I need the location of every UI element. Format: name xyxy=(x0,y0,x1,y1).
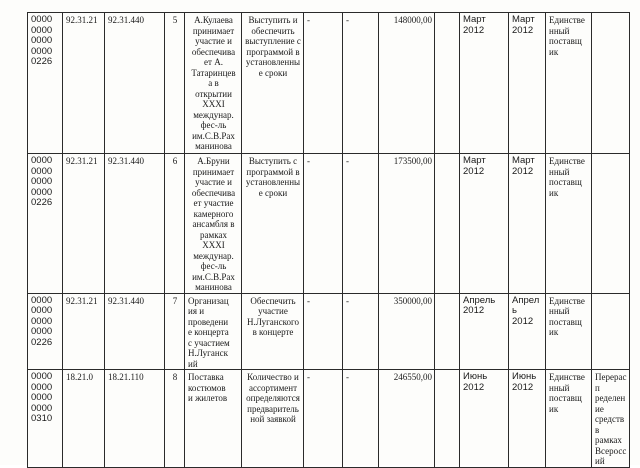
price-cell: 350000,00 xyxy=(379,293,435,370)
procurement-method-cell: Единстве нный поставщ ик xyxy=(546,293,592,370)
end-date-cell: Апрел ь 2012 xyxy=(509,293,546,370)
lot-number-cell: 7 xyxy=(165,293,185,370)
kbk-code-cell: 0000 0000 0000 0000 0226 xyxy=(28,154,63,294)
okved-cell: 92.31.21 xyxy=(63,154,105,294)
procurement-method-cell: Единстве нный поставщ ик xyxy=(546,370,592,468)
start-date-cell: Июнь 2012 xyxy=(460,370,509,468)
price-cell: 246550,00 xyxy=(379,370,435,468)
okdp-cell: 92.31.440 xyxy=(105,154,165,294)
quantity-cell: - xyxy=(343,13,379,154)
okdp-cell: 18.21.110 xyxy=(105,370,165,468)
quantity-cell: - xyxy=(343,370,379,468)
end-date-cell: Июнь 2012 xyxy=(509,370,546,468)
procurement-plan-table xyxy=(27,12,630,468)
note-cell xyxy=(592,13,630,154)
kbk-code-cell: 0000 0000 0000 0000 0226 xyxy=(28,293,63,370)
price-cell: 148000,00 xyxy=(379,13,435,154)
okdp-cell: 92.31.440 xyxy=(105,293,165,370)
okved-cell: 92.31.21 xyxy=(63,13,105,154)
procurement-method-cell: Единстве нный поставщ ик xyxy=(546,13,592,154)
note-cell xyxy=(592,154,630,294)
start-date-cell: Март 2012 xyxy=(460,13,509,154)
requirements-cell: Выступить с программой в установленны е сроки xyxy=(242,154,304,294)
table-row xyxy=(28,293,630,370)
blank-cell xyxy=(435,13,460,154)
contract-subject-cell: А.Кулаева принимает участие и обеспечива ет А. Татаринцев а в открытии XXXI междунар. фес-ль им.С.В.Рах манинова xyxy=(185,13,242,154)
quantity-cell: - xyxy=(343,293,379,370)
okved-cell: 18.21.0 xyxy=(63,370,105,468)
unit-cell: - xyxy=(304,293,343,370)
okdp-cell: 92.31.440 xyxy=(105,13,165,154)
table-row xyxy=(28,154,630,294)
lot-number-cell: 8 xyxy=(165,370,185,468)
end-date-cell: Март 2012 xyxy=(509,154,546,294)
blank-cell xyxy=(435,370,460,468)
start-date-cell: Апрель 2012 xyxy=(460,293,509,370)
quantity-cell: - xyxy=(343,154,379,294)
blank-cell xyxy=(435,154,460,294)
requirements-cell: Выступить и обеспечить выступление с программой в установленны е сроки xyxy=(242,13,304,154)
requirements-cell: Количество и ассортимент определяются предваритель ной заявкой xyxy=(242,370,304,468)
table-row xyxy=(28,13,630,154)
unit-cell: - xyxy=(304,370,343,468)
contract-subject-cell: Поставка костюмов и жилетов xyxy=(185,370,242,468)
end-date-cell: Март 2012 xyxy=(509,13,546,154)
note-cell: Перерасп ределение средств в рамках Всероссий xyxy=(592,370,630,468)
lot-number-cell: 5 xyxy=(165,13,185,154)
procurement-method-cell: Единстве нный поставщ ик xyxy=(546,154,592,294)
price-cell: 173500,00 xyxy=(379,154,435,294)
unit-cell: - xyxy=(304,13,343,154)
contract-subject-cell: А.Бруни принимает участие и обеспечива ет участие камерного ансамбля в рамках XXXI междунар. фес-ль им.С.В.Рах манинова xyxy=(185,154,242,294)
unit-cell: - xyxy=(304,154,343,294)
start-date-cell: Март 2012 xyxy=(460,154,509,294)
note-cell xyxy=(592,293,630,370)
table-row xyxy=(28,370,630,468)
contract-subject-cell: Организац ия и проведени е концерта с участием Н.Луганск ий xyxy=(185,293,242,370)
okved-cell: 92.31.21 xyxy=(63,293,105,370)
kbk-code-cell: 0000 0000 0000 0000 0226 xyxy=(28,13,63,154)
lot-number-cell: 6 xyxy=(165,154,185,294)
blank-cell xyxy=(435,293,460,370)
kbk-code-cell: 0000 0000 0000 0000 0310 xyxy=(28,370,63,468)
requirements-cell: Обеспечить участие Н.Луганского в концерте xyxy=(242,293,304,370)
